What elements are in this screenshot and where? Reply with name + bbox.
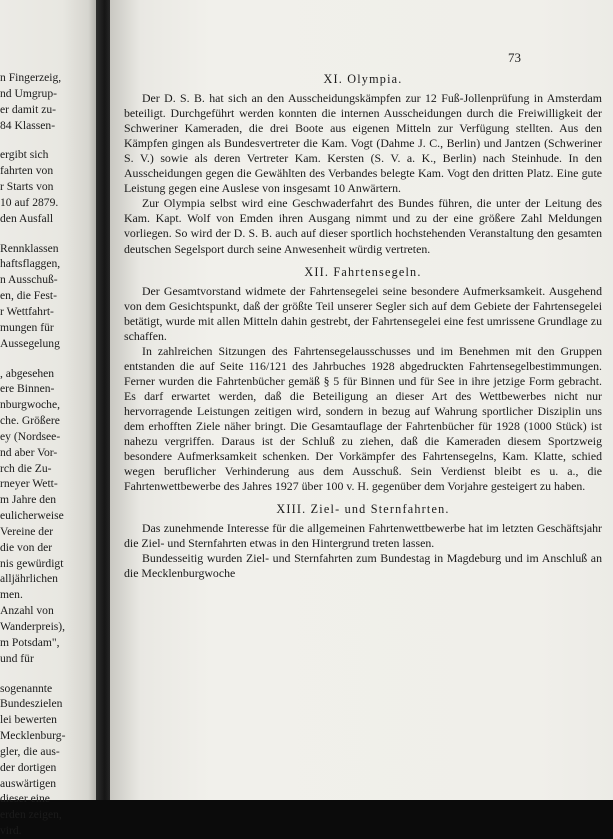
left-page-line: fahrten von (0, 164, 54, 178)
left-page-line: lei bewerten (0, 713, 57, 727)
left-page-line: erden zeigen, (0, 808, 62, 822)
left-page-line (0, 227, 104, 241)
paragraph: Bundesseitig wurden Ziel- und Sternfahrten zum Bundestag in Magdeburg und im Anschluß an die Mecklenburgwoche (124, 551, 602, 581)
paragraph: Das zunehmende Interesse für die allgemeinen Fahrtenwettbewerbe hat im letzten Geschäftsjahr die Ziel- und Sternfahrten etwas in den Hintergrund treten lassen. (124, 521, 602, 551)
left-page-line: den Ausfall (0, 211, 54, 225)
left-page-line: nd aber Vor- (0, 445, 58, 459)
left-page-line: Anzahl von (0, 604, 54, 618)
left-page-line: Bundeszielen (0, 697, 63, 711)
left-page-line: ergibt sich (0, 148, 49, 162)
left-page-line: dieser eine (0, 792, 50, 806)
left-page-line: n Ausschuß- (0, 273, 58, 287)
left-page-line: auswärtigen (0, 776, 57, 790)
left-page-line: der dortigen (0, 760, 57, 774)
left-page-line: haftsflaggen, (0, 257, 61, 271)
left-page-line: Rennklassen (0, 241, 59, 255)
left-page-line: Vereine der (0, 524, 54, 538)
left-page-line: m Potsdam", (0, 635, 60, 649)
section-heading: XI. Olympia. (323, 72, 403, 86)
right-page (110, 0, 613, 800)
left-page-line: sogenannte (0, 681, 53, 695)
left-page-line: mungen für (0, 320, 54, 334)
section-heading: XII. Fahrtensegeln. (304, 264, 422, 279)
left-page-line: gler, die aus- (0, 744, 60, 758)
left-page-line: die von der (0, 540, 53, 554)
paragraph: Der Gesamtvorstand widmete der Fahrtensegelei seine besondere Aufmerksamkeit. Ausgehend von dem Gesichtspunkt, daß der größte Teil unserer Segler sich auf dem Gebiete der Fahrtensegelei betätigt, wurde mit allen Mitteln dahin gestrebt, der Fahrtensegelei eine fest umrissene Grundlage zu schaffen. (124, 283, 602, 343)
left-page-line: ere Binnen- (0, 382, 55, 396)
left-page-line: r Starts von (0, 180, 54, 194)
left-page-line: er damit zu- (0, 102, 57, 116)
left-page-line: Mecklenburg- (0, 729, 66, 743)
page-number: 73 (508, 50, 521, 65)
left-page-line (0, 352, 104, 366)
left-page-line (0, 667, 104, 681)
left-page-line: nburgwoche, (0, 398, 60, 412)
left-page-text (0, 70, 104, 839)
left-page-line: Aussegelung (0, 336, 60, 350)
left-page-line: rneyer Wett- (0, 477, 58, 491)
left-page-line: rch die Zu- (0, 461, 52, 475)
left-page-line: n Fingerzeig, (0, 71, 62, 84)
left-page-line: 84 Klassen- (0, 118, 56, 132)
left-page-line: che. Größere (0, 414, 60, 428)
page-content (124, 72, 602, 582)
left-page-line: r Wettfahrt- (0, 304, 54, 318)
left-page-line: , abgesehen (0, 366, 55, 380)
left-page-line (0, 133, 104, 147)
section-olympia (124, 72, 602, 257)
paragraph: Zur Olympia selbst wird eine Geschwaderfahrt des Bundes führen, die unter der Leitung des Kam. Kapt. Wolf von Emden ihren Ausgang nimmt und zu der eine größere Zahl Meldungen vorliegen. So wird der D. S. B. auch auf dieser sportlich hochstehenden Veranstaltung den gesamten deutschen Segelsport durch seine Anwesenheit würdig vertreten. (124, 196, 602, 256)
left-page-line: ey (Nordsee- (0, 429, 61, 443)
left-page-line: en, die Fest- (0, 289, 57, 303)
left-page-line: eulicherweise (0, 509, 64, 523)
left-page-line: men. (0, 588, 23, 602)
left-page-line: nd Umgrup- (0, 86, 57, 100)
section-fahrtensegeln (124, 265, 602, 495)
left-page-line: und für (0, 651, 34, 665)
paragraph: In zahlreichen Sitzungen des Fahrtensegelausschusses und im Benehmen mit den Gruppen entstanden die auf Seite 116/121 des Jahrbuches 1928 abgedruckten Fahrtensegelbestimmungen. Ferner wurden die Fahrtenbücher gemäß § 5 für Binnen und für See in ihre jetzige Form gebracht. Es darf erwartet werden, daß die Beteiligung an dieser Art des Wettbewerbes nicht nur hervorragende Leistungen zeitigen wird, sondern in bezug auf Wahrung sportlicher Disziplin uns dem erhofften Ziele näher bringt. Die Gesamtauflage der Fahrtenbücher für 1928 (1000 Stück) ist nahezu vergriffen. Daraus ist der Schluß zu ziehen, daß die Kameraden diesem Sportzweig besondere Aufmerksamkeit schenken. Der Vorkämpfer des Fahrtensegelns, Kam. Klatte, schied wegen beruflicher Verhinderung aus dem Ausschuß. Sein Verdienst bleibt es u. a., die Fahrtenwettbewerbe des Jahres 1927 über 100 v. H. gegenüber dem Vorjahre gesteigert zu haben. (124, 343, 602, 494)
left-page-line: 10 auf 2879. (0, 195, 59, 209)
left-page (0, 0, 104, 838)
left-page-line: m Jahre den (0, 493, 57, 507)
left-page-line: vird. (0, 824, 22, 838)
section-ziel-sternfahrten (124, 502, 602, 581)
left-page-line: nis gewürdigt (0, 556, 64, 570)
left-page-line: alljährlichen (0, 572, 58, 586)
section-heading: XIII. Ziel- und Sternfahrten. (276, 502, 450, 517)
paragraph: Der D. S. B. hat sich an den Ausscheidungskämpfen zur 12 Fuß-Jollenprüfung in Amsterdam beteiligt. Durchgeführt werden konnten die internen Ausscheidungen durch die Freiwilligkeit der Schweriner Kameraden, die drei Boote aus eigenen Mitteln zur Verfügung stellten. Aus den Kämpfen gingen als Bundesvertreter die Kam. Vogt (Dahme J. C., Berlin) und Jantzen (Schweriner S. V.) sowie als deren Vertreter Kam. Kersten (S. V. a. K., Berlin) nach Steinhude. In den Ausscheidungen gegen die Gewählten des Verbandes belegte Kam. Vogt den dritten Platz. Eine gute Leistung gegen eine Auslese von insgesamt 10 Anwärtern. (124, 91, 602, 196)
left-page-line: Wanderpreis), (0, 620, 66, 633)
